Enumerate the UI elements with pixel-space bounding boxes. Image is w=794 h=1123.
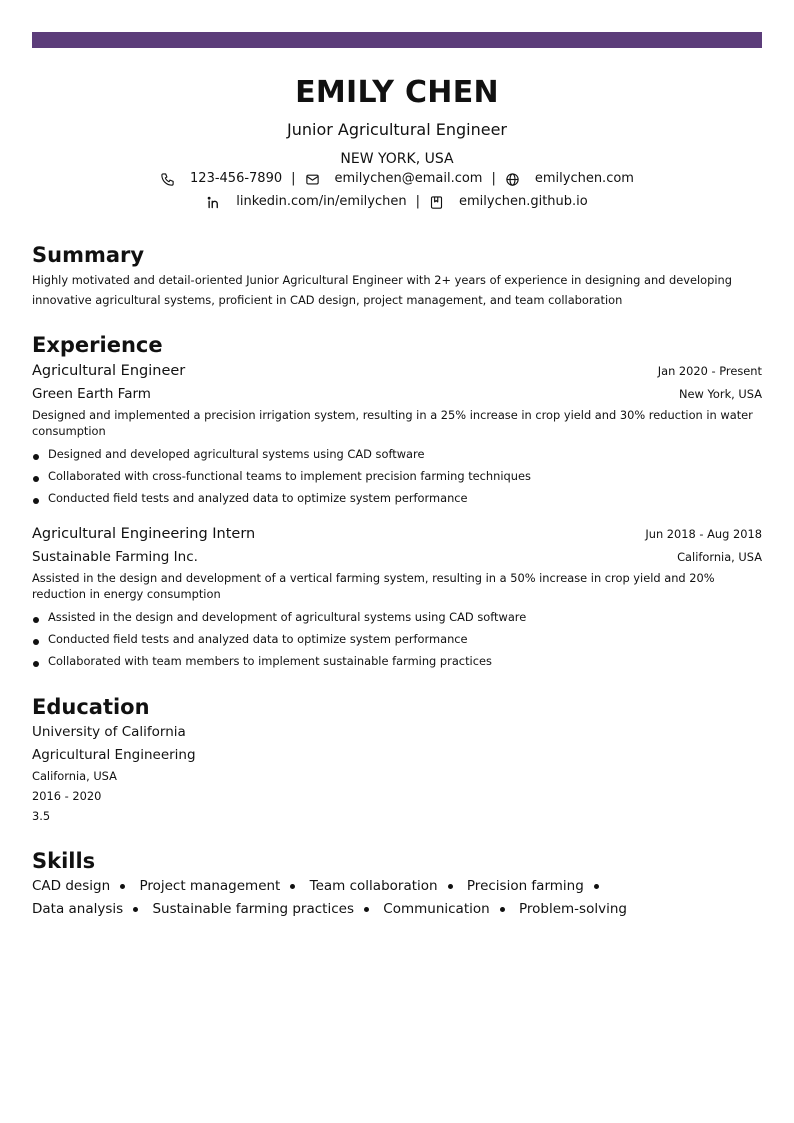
- job-header: [32, 523, 762, 545]
- job-location: New York, USA: [679, 387, 762, 401]
- skill-label: Problem-solving: [518, 901, 627, 917]
- contact-row-primary: [32, 170, 762, 188]
- list-item: [32, 650, 762, 672]
- education-location: California, USA: [32, 769, 117, 783]
- job-bullets: [32, 606, 762, 672]
- bullet-text: Designed and developed agricultural systems using CAD software: [48, 447, 425, 461]
- linkedin-icon: [206, 195, 221, 210]
- bullet-text: Collaborated with cross-functional teams to implement precision farming techniques: [48, 469, 531, 483]
- skill-item: [32, 901, 148, 917]
- candidate-name: EMILY CHEN: [295, 75, 499, 110]
- skill-item: [152, 901, 379, 917]
- skills-section: [32, 848, 762, 921]
- job-description: Assisted in the design and development of a vertical farming system, resulting in a 50% increase in crop yield and 20% reduction in energy consumption: [32, 571, 715, 601]
- job-company-row: [32, 382, 762, 405]
- job-company-row: [32, 545, 762, 568]
- skill-label: Team collaboration: [309, 878, 438, 894]
- skill-item: [467, 878, 609, 894]
- job-description: Designed and implemented a precision irrigation system, resulting in a 25% increase in crop yield and 30% reduction in water consumption: [32, 408, 753, 438]
- skill-label: Precision farming: [466, 878, 584, 894]
- education-heading: Education: [32, 695, 150, 719]
- bullet-icon: [120, 884, 125, 889]
- bullet-icon: [448, 884, 453, 889]
- bullet-icon: [33, 617, 39, 623]
- globe-icon: [505, 172, 520, 187]
- email-link[interactable]: emilychen@email.com: [334, 171, 483, 186]
- linkedin-link[interactable]: linkedin.com/in/emilychen: [236, 194, 407, 209]
- job-entry: [32, 360, 762, 509]
- list-item: [32, 606, 762, 628]
- bullet-icon: [33, 661, 39, 667]
- summary-text: Highly motivated and detail-oriented Junior Agricultural Engineer with 2+ years of experience in designing and developing innovative agricultural systems, proficient in CAD design, project management, and team collaboration: [32, 273, 733, 307]
- education-degree: Agricultural Engineering: [32, 747, 196, 763]
- bullet-icon: [364, 907, 369, 912]
- website-link[interactable]: emilychen.com: [534, 171, 634, 186]
- phone-icon: [160, 172, 175, 187]
- skill-label: Sustainable farming practices: [152, 901, 354, 917]
- skill-label: Project management: [139, 878, 281, 894]
- resume-body: [32, 242, 762, 921]
- contact-row-secondary: [32, 193, 762, 211]
- resume-header: [32, 75, 762, 211]
- education-section: [32, 694, 762, 826]
- skill-label: Communication: [383, 901, 490, 917]
- list-item: [32, 628, 762, 650]
- skill-item: [32, 878, 135, 894]
- list-item: [32, 443, 762, 465]
- education-gpa: 3.5: [32, 809, 51, 823]
- bullet-icon: [594, 884, 599, 889]
- bullet-icon: [33, 454, 39, 460]
- job-role: Agricultural Engineering Intern: [32, 526, 256, 542]
- portfolio-link[interactable]: emilychen.github.io: [459, 194, 588, 209]
- summary-section: [32, 242, 762, 310]
- job-entry: [32, 523, 762, 672]
- bullet-icon: [500, 907, 505, 912]
- bullet-text: Conducted field tests and analyzed data to optimize system performance: [48, 632, 468, 646]
- skills-heading: Skills: [32, 849, 96, 873]
- skill-label: Data analysis: [32, 901, 124, 917]
- email-icon: [305, 172, 320, 187]
- contact-separator: |: [291, 171, 296, 186]
- list-item: [32, 465, 762, 487]
- job-company: Green Earth Farm: [32, 386, 151, 402]
- summary-heading: Summary: [32, 243, 145, 267]
- phone-number[interactable]: 123-456-7890: [190, 171, 283, 186]
- bullet-text: Collaborated with team members to implement sustainable farming practices: [48, 654, 492, 668]
- bullet-icon: [33, 639, 39, 645]
- accent-bar: [32, 32, 762, 48]
- education-years: 2016 - 2020: [32, 789, 102, 803]
- candidate-location: NEW YORK, USA: [340, 151, 454, 167]
- list-item: [32, 487, 762, 509]
- job-location: California, USA: [677, 550, 762, 564]
- job-dates: Jun 2018 - Aug 2018: [645, 527, 762, 541]
- bullet-icon: [290, 884, 295, 889]
- github-icon: [429, 195, 444, 210]
- job-header: [32, 360, 762, 382]
- experience-section: [32, 332, 762, 672]
- skill-item: [139, 878, 305, 894]
- bullet-text: Assisted in the design and development of agricultural systems using CAD software: [48, 610, 527, 624]
- job-company: Sustainable Farming Inc.: [32, 549, 198, 565]
- skill-item: [310, 878, 463, 894]
- bullet-text: Conducted field tests and analyzed data to optimize system performance: [48, 491, 468, 505]
- skill-item: [519, 901, 627, 917]
- job-bullets: [32, 443, 762, 509]
- skill-label: CAD design: [32, 878, 111, 894]
- skill-item: [383, 901, 514, 917]
- experience-heading: Experience: [32, 333, 163, 357]
- contact-separator: |: [415, 194, 420, 209]
- job-dates: Jan 2020 - Present: [657, 364, 762, 378]
- bullet-icon: [33, 498, 39, 504]
- bullet-icon: [33, 476, 39, 482]
- job-role: Agricultural Engineer: [32, 363, 186, 379]
- skills-list: [32, 875, 682, 921]
- bullet-icon: [133, 907, 138, 912]
- education-school: University of California: [32, 724, 186, 740]
- candidate-title: Junior Agricultural Engineer: [287, 120, 507, 139]
- contact-separator: |: [491, 171, 496, 186]
